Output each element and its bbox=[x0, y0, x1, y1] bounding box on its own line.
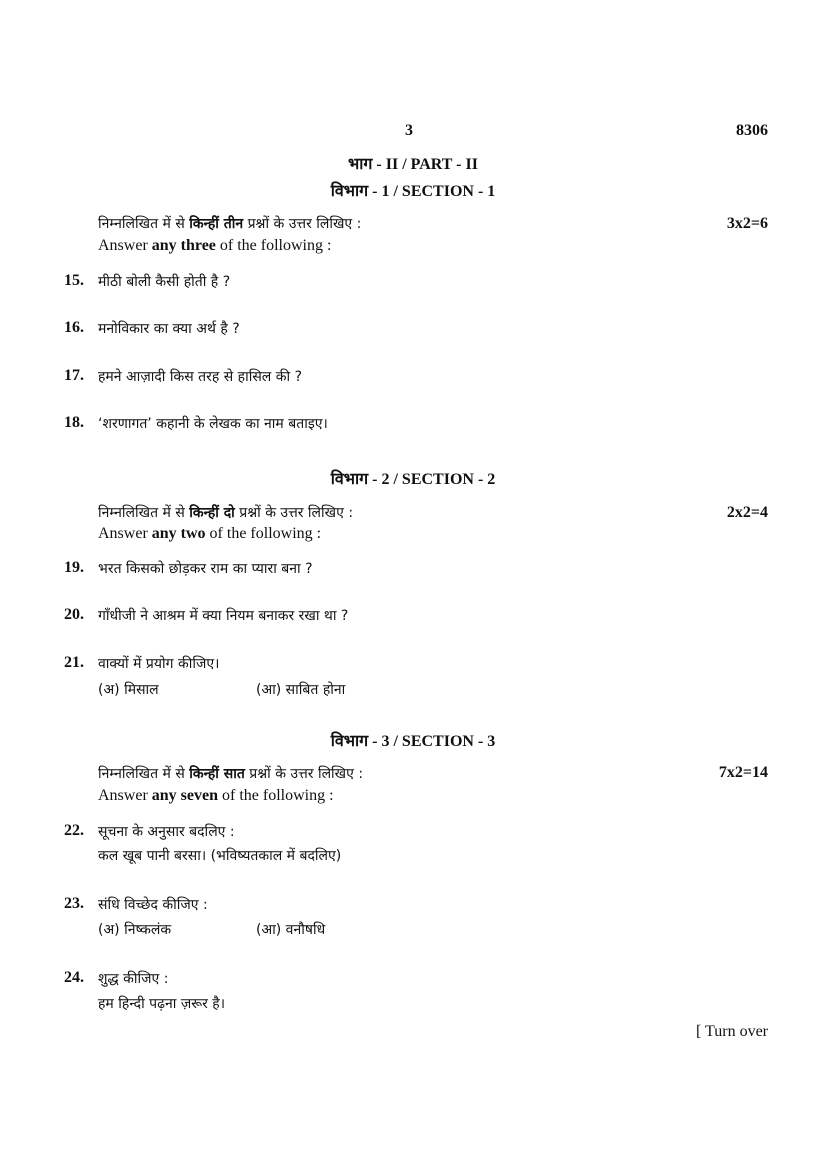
instr-pre: निम्नलिखित में से bbox=[98, 216, 190, 232]
en-post: of the following : bbox=[218, 787, 334, 804]
option-b: (आ) साबित होना bbox=[256, 682, 346, 698]
section-3-title: विभाग - 3 / SECTION - 3 bbox=[330, 733, 496, 750]
question-text: भरत किसको छोड़कर राम का प्यारा बना ? bbox=[98, 561, 313, 577]
instr-bold: किन्हीं सात bbox=[189, 766, 245, 782]
question-number: 23. bbox=[64, 895, 84, 912]
option-b: (आ) वनौषधि bbox=[256, 922, 326, 938]
question-number: 20. bbox=[64, 606, 84, 623]
question-text: गाँधीजी ने आश्रम में क्या नियम बनाकर रखा था ? bbox=[98, 608, 349, 624]
section-1-instruction-english bbox=[98, 237, 331, 255]
turn-over-note: [ Turn over bbox=[695, 1023, 768, 1040]
question-number: 15. bbox=[64, 272, 84, 289]
en-pre: Answer bbox=[98, 237, 152, 254]
en-bold: any two bbox=[151, 525, 206, 542]
instr-pre: निम्नलिखित में से bbox=[98, 766, 190, 782]
section-3-marks: 7x2=14 bbox=[718, 764, 768, 781]
question-number: 17. bbox=[64, 367, 84, 384]
paper-code: 8306 bbox=[736, 122, 768, 139]
page-number: 3 bbox=[405, 122, 413, 139]
instr-bold: किन्हीं दो bbox=[189, 505, 235, 521]
section-1-title: विभाग - 1 / SECTION - 1 bbox=[330, 183, 496, 200]
question-line-2: कल खूब पानी बरसा। (भविष्यतकाल में बदलिए) bbox=[98, 848, 342, 864]
question-text: सूचना के अनुसार बदलिए : bbox=[98, 824, 235, 840]
section-2-marks: 2x2=4 bbox=[726, 504, 768, 521]
instr-post: प्रश्नों के उत्तर लिखिए : bbox=[244, 766, 364, 782]
instr-pre: निम्नलिखित में से bbox=[98, 505, 190, 521]
question-number: 24. bbox=[64, 969, 84, 986]
section-2-instruction-hindi bbox=[98, 503, 353, 522]
question-text: ‘शरणागत’ कहानी के लेखक का नाम बताइए। bbox=[98, 416, 328, 432]
en-bold: any seven bbox=[151, 787, 218, 804]
instr-bold: किन्हीं तीन bbox=[189, 216, 244, 232]
section-3-instruction-hindi bbox=[98, 764, 363, 783]
question-text: शुद्ध कीजिए : bbox=[98, 971, 169, 987]
question-number: 21. bbox=[64, 654, 84, 671]
section-2-title: विभाग - 2 / SECTION - 2 bbox=[330, 471, 496, 488]
question-text: हमने आज़ादी किस तरह से हासिल की ? bbox=[98, 369, 303, 385]
question-text: वाक्यों में प्रयोग कीजिए। bbox=[98, 656, 220, 672]
section-3-instruction-english bbox=[98, 787, 334, 805]
en-bold: any three bbox=[151, 237, 216, 254]
question-number: 19. bbox=[64, 559, 84, 576]
part-title: भाग - II / PART - II bbox=[348, 156, 478, 173]
question-line-2: हम हिन्दी पढ़ना ज़रूर है। bbox=[98, 996, 226, 1012]
en-pre: Answer bbox=[98, 525, 152, 542]
instr-post: प्रश्नों के उत्तर लिखिए : bbox=[234, 505, 354, 521]
en-post: of the following : bbox=[205, 525, 322, 542]
instr-post: प्रश्नों के उत्तर लिखिए : bbox=[243, 216, 362, 232]
option-a: (अ) मिसाल bbox=[98, 682, 159, 698]
section-2-instruction-english bbox=[98, 525, 321, 543]
option-a: (अ) निष्कलंक bbox=[98, 922, 172, 938]
en-pre: Answer bbox=[98, 787, 152, 804]
section-1-instruction-hindi bbox=[98, 214, 361, 233]
question-number: 22. bbox=[64, 822, 84, 839]
en-post: of the following : bbox=[215, 237, 332, 254]
section-1-marks: 3x2=6 bbox=[726, 215, 768, 232]
question-text: मीठी बोली कैसी होती है ? bbox=[98, 274, 231, 290]
question-text: मनोविकार का क्या अर्थ है ? bbox=[98, 321, 240, 337]
question-number: 18. bbox=[64, 414, 84, 431]
question-number: 16. bbox=[64, 319, 84, 336]
question-text: संधि विच्छेद कीजिए : bbox=[98, 897, 208, 913]
